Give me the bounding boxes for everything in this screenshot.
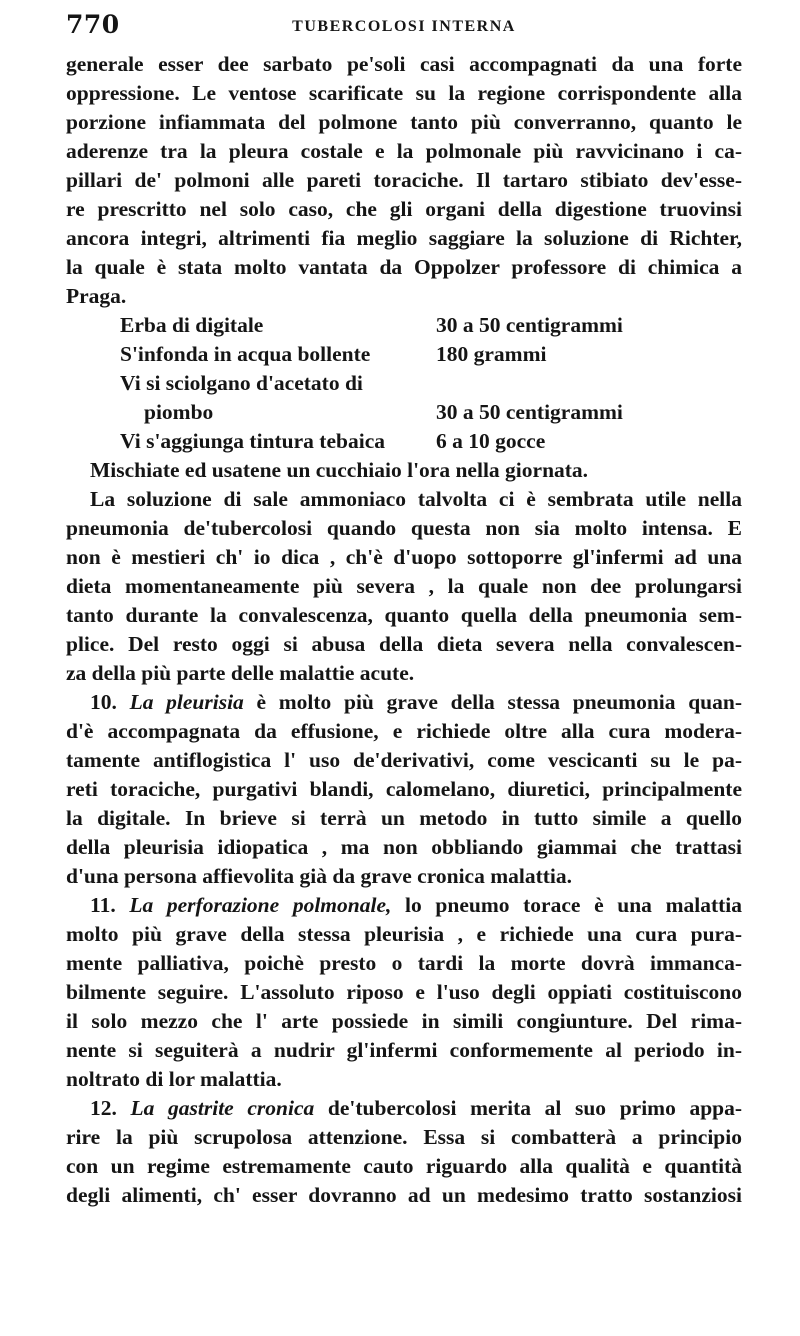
text-line: tanto durante la convalescenza, quanto quella della pneumonia sem-: [66, 603, 742, 627]
text-line: porzione infiammata del polmone tanto più converranno, quanto le: [66, 110, 742, 134]
running-head: TUBERCOLOSI INTERNA: [292, 18, 516, 35]
recipe-row: [120, 311, 742, 340]
text-line: plice. Del resto oggi si abusa della dieta severa nella convalescen-: [66, 632, 742, 656]
text-line: Praga.: [66, 284, 127, 308]
text-line: Mischiate ed usatene un cucchiaio l'ora nella giornata.: [90, 458, 589, 482]
recipe-quantity: 6 a 10 gocce: [436, 429, 546, 453]
text-line: la quale è stata molto vantata da Oppolzer professore di chimica a: [66, 255, 742, 279]
section-number: 11.: [90, 893, 116, 917]
text-line: degli alimenti, ch' esser dovranno ad un medesimo tratto sostanziosi: [66, 1183, 742, 1207]
section-text: lo pneumo torace è una malattia: [405, 893, 743, 917]
text-line: mente palliativa, poichè presto o tardi la morte dovrà immanca-: [66, 951, 742, 975]
section-text: de'tubercolosi merita al suo primo appa-: [327, 1096, 743, 1120]
recipe-row: [120, 427, 742, 456]
text-line: molto più grave della stessa pleurisia , e richiede una cura pura-: [66, 922, 742, 946]
text-line: ancora integri, altrimenti fia meglio saggiare la soluzione di Richter,: [66, 226, 742, 250]
text-line: d'è accompagnata da effusione, e richiede oltre alla cura modera-: [66, 719, 742, 743]
section-first-line: [66, 688, 742, 717]
text-line: nente si seguiterà a nudrir gl'infermi conformemente al periodo in-: [66, 1038, 742, 1062]
section-first-line: [66, 891, 742, 920]
recipe-row: [120, 340, 742, 369]
dose-instruction: [66, 456, 742, 485]
page-header: [66, 0, 742, 50]
text-line: rire la più scrupolosa attenzione. Essa si combatterà a principio: [66, 1125, 742, 1149]
text-line: re prescritto nel solo caso, che gli organi della digestione truovinsi: [66, 197, 742, 221]
text-line: non è mestieri ch' io dica , ch'è d'uopo sottoporre gl'infermi ad una: [66, 545, 742, 569]
text-line: pillari de' polmoni alle pareti toraciche. Il tartaro stibiato dev'esse-: [66, 168, 742, 192]
text-line: oppressione. Le ventose scarificate su la regione corrispondente alla: [66, 81, 742, 105]
section-11: [66, 891, 742, 1094]
text-line: aderenze tra la pleura costale e la polmonale più ravvicinano i ca-: [66, 139, 742, 163]
paragraph-2: [66, 485, 742, 688]
recipe-quantity: 30 a 50 centigrammi: [436, 400, 623, 424]
section-title: La gastrite cronica: [130, 1096, 315, 1120]
section-first-line: [66, 1094, 742, 1123]
text-line: za della più parte delle malattie acute.: [66, 661, 415, 685]
recipe-ingredient: Vi s'aggiunga tintura tebaica: [120, 429, 385, 453]
text-line: il solo mezzo che l' arte possiede in simili congiunture. Del rima-: [66, 1009, 742, 1033]
section-title: La perforazione polmonale,: [129, 893, 392, 917]
recipe-row: [120, 398, 742, 427]
recipe-ingredient: Vi si sciolgano d'acetato di: [120, 371, 363, 395]
section-number: 10.: [90, 690, 117, 714]
paragraph-intro: [66, 50, 742, 311]
text-line: d'una persona affievolita già da grave cronica malattia.: [66, 864, 573, 888]
recipe-quantity: 30 a 50 centigrammi: [436, 313, 623, 337]
text-line: La soluzione di sale ammoniaco talvolta ci è sembrata utile nella: [90, 487, 742, 511]
section-12: [66, 1094, 742, 1210]
text-line: con un regime estremamente cauto riguardo alla qualità e quantità: [66, 1154, 742, 1178]
section-number: 12.: [90, 1096, 117, 1120]
text-line: noltrato di lor malattia.: [66, 1067, 282, 1091]
recipe-ingredient-continued: piombo: [144, 400, 214, 424]
section-text: è molto più grave della stessa pneumonia quan-: [256, 690, 742, 714]
section-10: [66, 688, 742, 891]
recipe-block: [66, 311, 742, 456]
text-line: tamente antiflogistica l' uso de'derivativi, come vescicanti su le pa-: [66, 748, 742, 772]
recipe-row: [120, 369, 742, 398]
text-line: reti toraciche, purgativi blandi, calomelano, diuretici, principalmente: [66, 777, 742, 801]
recipe-ingredient: S'infonda in acqua bollente: [120, 342, 371, 366]
recipe-ingredient: Erba di digitale: [120, 313, 264, 337]
body-text: [66, 50, 742, 1210]
page-number: 770: [66, 10, 120, 39]
text-line: bilmente seguire. L'assoluto riposo e l'uso degli oppiati costituiscono: [66, 980, 742, 1004]
text-line: generale esser dee sarbato pe'soli casi accompagnati da una forte: [66, 52, 742, 76]
text-line: della pleurisia idiopatica , ma non obbliando giammai che trattasi: [66, 835, 742, 859]
text-line: pneumonia de'tubercolosi quando questa non sia molto intensa. E: [66, 516, 742, 540]
section-title: La pleurisia: [129, 690, 244, 714]
text-line: dieta momentaneamente più severa , la quale non dee prolungarsi: [66, 574, 742, 598]
recipe-quantity: 180 grammi: [436, 342, 547, 366]
text-line: la digitale. In brieve si terrà un metodo in tutto simile a quello: [66, 806, 742, 830]
